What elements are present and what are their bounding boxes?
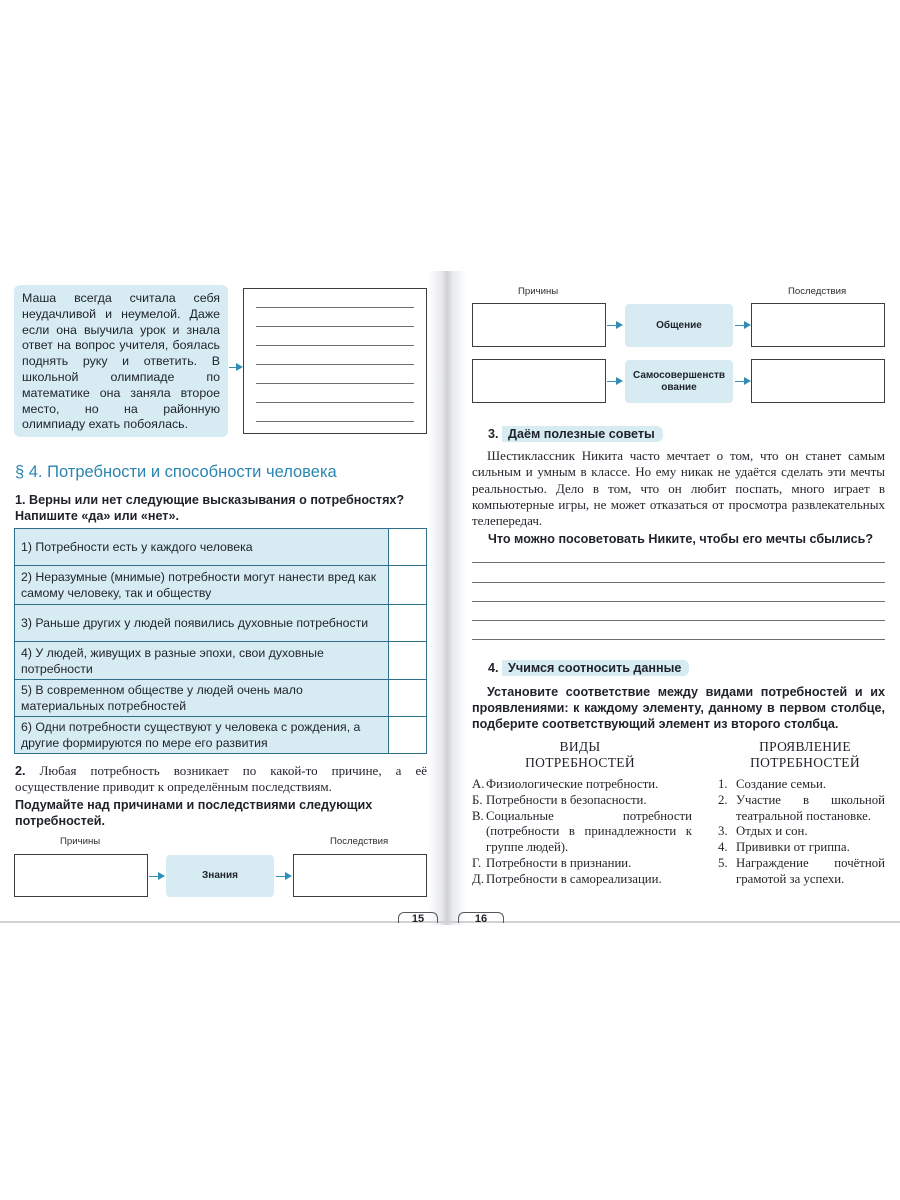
item-text: Прививки от гриппа. xyxy=(736,840,850,855)
arrow xyxy=(735,325,749,326)
arrow xyxy=(276,876,290,877)
section-title: § 4. Потребности и способности человека xyxy=(15,463,337,481)
story-answer-box[interactable] xyxy=(243,288,427,434)
need-communication: Общение xyxy=(625,304,733,347)
answer-line[interactable] xyxy=(472,639,885,640)
task3-question: Что можно посоветовать Никите, чтобы его мечты сбылись? xyxy=(488,532,874,546)
item-key: 1. xyxy=(718,777,728,791)
answer-cell-3[interactable] xyxy=(389,605,426,641)
answer-line[interactable] xyxy=(472,601,885,602)
task3-text: Шестиклассник Никита часто мечтает о том, что он станет самым сильным и умным в классе. Но ему никак не удаётся сделать эти мечты реальностью. Дело в том, что он любит поспать, много играет в компьютерные игры, не может отказаться от просмотра развлекательных телепередач. xyxy=(472,448,885,529)
statement-5: 5) В современном обществе у людей очень мало материальных потребностей xyxy=(15,680,389,716)
list-item xyxy=(718,824,885,840)
column1-heading: ВИДЫ ПОТРЕБНОСТЕЙ xyxy=(525,739,635,770)
item-text: Социальные потребности (потребности в принадлежности к группе людей). xyxy=(486,808,692,855)
effects-label: Последствия xyxy=(788,286,847,297)
item-key: Б. xyxy=(472,792,483,807)
item-key: 2. xyxy=(718,792,728,807)
list-item xyxy=(472,809,692,856)
answer-cell-2[interactable] xyxy=(389,566,426,604)
list-item xyxy=(718,777,885,793)
item-key: 4. xyxy=(718,840,728,855)
needs-manifestations-list xyxy=(718,777,885,888)
list-item xyxy=(472,856,692,872)
list-item xyxy=(472,872,692,888)
item-text: Потребности в признании. xyxy=(486,855,632,870)
list-item xyxy=(718,856,885,888)
task3-title: Даём полезные советы xyxy=(502,426,663,442)
item-key: Г. xyxy=(472,855,482,870)
task4-number: 4. xyxy=(488,661,499,675)
item-key: Д. xyxy=(472,871,484,886)
need-self-improvement: Самосовершенствование xyxy=(625,360,733,403)
cause-box-knowledge[interactable] xyxy=(14,854,148,897)
statement-2: 2) Неразумные (мнимые) потребности могут нанести вред как самому человеку, так и обществу xyxy=(15,566,389,604)
statement-1: 1) Потребности есть у каждого человека xyxy=(15,529,389,565)
task1-prompt: 1. Верны или нет следующие высказывания о потребностях? Напишите «да» или «нет». xyxy=(15,493,405,523)
effect-box-communication[interactable] xyxy=(751,303,885,347)
page-number-left: 15 xyxy=(398,912,438,923)
task2-prompt: Подумайте над причинами и последствиями следующих потребностей. xyxy=(15,798,373,828)
table-row xyxy=(15,642,426,680)
arrow xyxy=(607,325,621,326)
list-item xyxy=(472,793,692,809)
item-key: А. xyxy=(472,777,485,791)
task2-number: 2. xyxy=(15,764,26,778)
answer-line[interactable] xyxy=(472,620,885,621)
effects-label: Последствия xyxy=(330,836,389,847)
arrow xyxy=(607,381,621,382)
answer-cell-5[interactable] xyxy=(389,680,426,716)
page-number-right: 16 xyxy=(458,912,504,923)
task4-prompt: Установите соответствие между видами потребностей и их проявлениями: к каждому элементу, данному в первом столбце, подберите соответствующий элемент из второго столбца. xyxy=(472,685,885,731)
item-text: Потребности в самореализации. xyxy=(486,871,662,886)
list-item xyxy=(718,793,885,825)
answer-line[interactable] xyxy=(472,562,885,563)
story-text: Маша всегда считала себя неудачливой и неумелой. Даже если она выучила урок и знала ответ на вопрос учителя, боялась поднять руку и ответить. В школьной олимпиаде по математике она заняла второе место, но на районную олимпиаду ехать побоялась. xyxy=(22,291,220,432)
story-arrow xyxy=(229,367,241,368)
task4-heading xyxy=(488,661,689,675)
answer-line[interactable] xyxy=(472,582,885,583)
list-item xyxy=(472,777,692,793)
table-row xyxy=(15,605,426,642)
task3-number: 3. xyxy=(488,427,499,441)
statement-4: 4) У людей, живущих в разные эпохи, свои духовные потребности xyxy=(15,642,389,679)
item-text: Отдых и сон. xyxy=(736,824,808,839)
item-key: 3. xyxy=(718,824,728,839)
need-knowledge: Знания xyxy=(166,855,274,897)
item-key: 5. xyxy=(718,855,728,870)
arrow xyxy=(149,876,163,877)
table-row xyxy=(15,566,426,605)
answer-cell-4[interactable] xyxy=(389,642,426,679)
statement-6: 6) Одни потребности существуют у человека с рождения, а другие формируются по мере его развития xyxy=(15,717,389,753)
causes-label: Причины xyxy=(518,286,559,297)
item-text: Потребности в безопасности. xyxy=(486,792,647,807)
needs-types-list xyxy=(472,777,692,888)
task2-text-block xyxy=(15,763,427,795)
statement-3: 3) Раньше других у людей появились духовные потребности xyxy=(15,605,389,641)
book-gutter xyxy=(428,271,466,925)
table-row xyxy=(15,529,426,566)
item-text: Физиологические потребности. xyxy=(486,777,659,791)
answer-cell-6[interactable] xyxy=(389,717,426,753)
item-text: Участие в школьной театральной постановке. xyxy=(736,792,885,823)
arrow xyxy=(735,381,749,382)
task2-text: Любая потребность возникает по какой-то причине, а её осуществление приводит к определённым последствиям. xyxy=(15,763,427,794)
task1-table xyxy=(14,528,427,754)
item-text: Награждение почётной грамотой за успехи. xyxy=(736,855,885,886)
task3-heading xyxy=(488,427,663,441)
item-key: В. xyxy=(472,808,484,823)
item-text: Создание семьи. xyxy=(736,777,827,791)
column2-heading: ПРОЯВЛЕНИЕ ПОТРЕБНОСТЕЙ xyxy=(750,739,860,770)
list-item xyxy=(718,840,885,856)
page-bottom-edge xyxy=(0,921,900,923)
task4-title: Учимся соотносить данные xyxy=(502,660,689,676)
table-row xyxy=(15,717,426,753)
causes-label: Причины xyxy=(60,836,101,847)
cause-box-self-improvement[interactable] xyxy=(472,359,606,403)
effect-box-self-improvement[interactable] xyxy=(751,359,885,403)
answer-cell-1[interactable] xyxy=(389,529,426,565)
table-row xyxy=(15,680,426,717)
cause-box-communication[interactable] xyxy=(472,303,606,347)
effect-box-knowledge[interactable] xyxy=(293,854,427,897)
story-box xyxy=(14,285,228,437)
